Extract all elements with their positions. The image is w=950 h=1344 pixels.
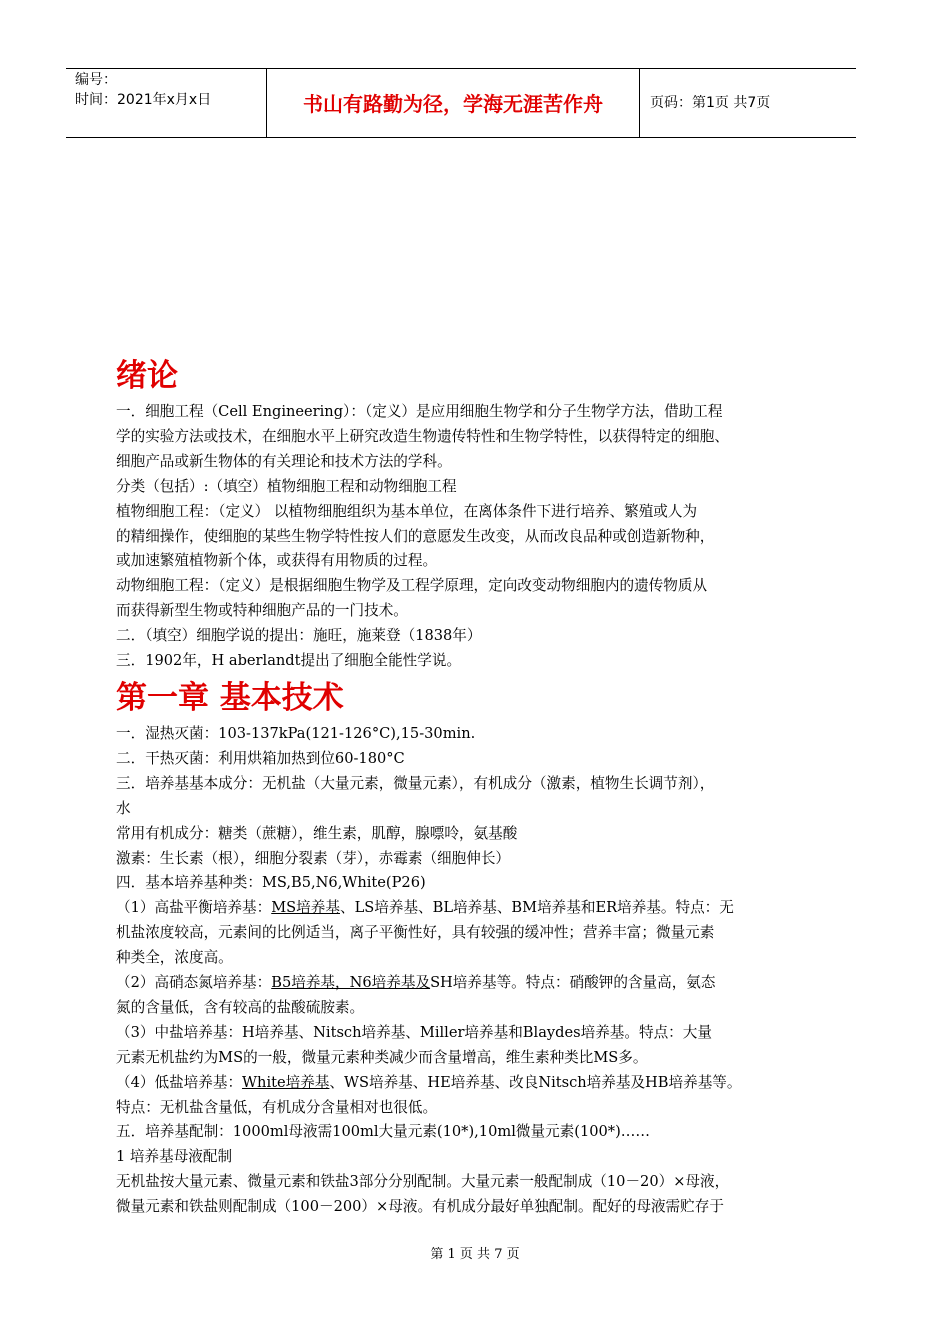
paragraph-line: 学的实验方法或技术，在细胞水平上研究改造生物遗传特性和生物学特性，以获得特定的细胞、: [116, 427, 729, 445]
paragraph-line: 氮的含量低，含有较高的盐酸硫胺素。: [116, 998, 365, 1016]
paragraph-line: 动物细胞工程：（定义）是根据细胞生物学及工程学原理，定向改变动物细胞内的遗传物质从: [116, 577, 708, 595]
paragraph-line: 或加速繁殖植物新个体，或获得有用物质的过程。: [116, 552, 438, 570]
document-header: [66, 68, 856, 138]
paragraph-line: 而获得新型生物或特种细胞产品的一门技术。: [116, 602, 408, 620]
paragraph-line: 四．基本培养基种类：MS,B5,N6,White(P26): [116, 874, 426, 892]
paragraph-line: 种类全，浓度高。: [116, 949, 233, 967]
header-page-cell: [640, 69, 856, 137]
underlined-term: B5培养基，N6培养基及: [271, 974, 431, 992]
paragraph-line: 三．1902年，H aberlandt提出了细胞全能性学说。: [116, 652, 462, 670]
paragraph-line: 微量元素和铁盐则配制成（100－200）×母液。有机成分最好单独配制。配好的母液需贮存于: [116, 1198, 724, 1216]
paragraph-line: 1 培养基母液配制: [116, 1148, 233, 1166]
paragraph-line: 分类（包括）:（填空）植物细胞工程和动物细胞工程: [116, 477, 457, 495]
document-body: [116, 352, 828, 1220]
page-label: 页码：第1页 共7页: [650, 95, 771, 111]
paragraph-line: 无机盐按大量元素、微量元素和铁盐3部分分别配制。大量元素一般配制成（10－20）×母液，: [116, 1173, 730, 1191]
paragraph-line: 水: [116, 799, 131, 817]
medium-type-2: [116, 971, 828, 996]
paragraph-line: 元素无机盐约为MS的一般，微量元素种类减少而含量增高，维生素种类比MS多。: [116, 1048, 648, 1066]
paragraph-line: 二．干热灭菌：利用烘箱加热到位60-180°C: [116, 749, 405, 767]
underlined-term: MS培养基: [271, 899, 340, 917]
motto: 书山有路勤为径，学海无涯苦作舟: [303, 92, 603, 116]
paragraph-line: 特点：无机盐含量低，有机成分含量相对也很低。: [116, 1098, 438, 1116]
underlined-term: White培养基: [242, 1073, 330, 1091]
text-span: （4）低盐培养基：: [116, 1073, 243, 1091]
text-span: SH培养基等。特点：硝酸钾的含量高，氨态: [430, 974, 716, 992]
paragraph-line: 植物细胞工程：（定义） 以植物细胞组织为基本单位，在离体条件下进行培养、繁殖或人为: [116, 502, 698, 520]
paragraph-line: （3）中盐培养基：H培养基、Nitsch培养基、Miller培养基和Blaydes培养基。特点：大量: [116, 1023, 712, 1041]
text-span: 、LS培养基、BL培养基、BM培养基和ER培养基。特点：无: [339, 899, 734, 917]
text-span: 、WS培养基、HE培养基、改良Nitsch培养基及HB培养基等。: [329, 1073, 742, 1091]
paragraph-line: 三．培养基基本成分：无机盐（大量元素，微量元素），有机成分（激素，植物生长调节剂），: [116, 774, 715, 792]
paragraph-line: 一．湿热灭菌：103-137kPa(121-126°C),15-30min.: [116, 724, 476, 742]
text-span: （1）高盐平衡培养基：: [116, 899, 272, 917]
time-label: 时间：2021年x月x日: [75, 92, 212, 108]
number-label: 编号：: [75, 72, 117, 88]
medium-type-1: [116, 896, 828, 921]
header-motto-cell: [267, 69, 640, 137]
header-meta-cell: [66, 69, 267, 137]
paragraph-line: 二．（填空）细胞学说的提出：施旺，施莱登（1838年）: [116, 627, 482, 645]
paragraph-line: 细胞产品或新生物体的有关理论和技术方法的学科。: [116, 452, 452, 470]
paragraph-line: 的精细操作，使细胞的某些生物学特性按人们的意愿发生改变，从而改良品种或创造新物种，: [116, 527, 715, 545]
medium-type-4: [116, 1071, 828, 1096]
paragraph-line: 常用有机成分：糖类（蔗糖），维生素，肌醇，腺嘌呤，氨基酸: [116, 824, 518, 842]
page-footer: 第 1 页 共 7 页: [430, 1247, 520, 1262]
paragraph-line: 激素：生长素（根），细胞分裂素（芽），赤霉素（细胞伸长）: [116, 849, 511, 867]
section-title-chapter1: 第一章 基本技术: [116, 679, 344, 716]
text-span: （2）高硝态氮培养基：: [116, 974, 272, 992]
section-title-intro: 绪论: [116, 358, 178, 394]
paragraph-line: 机盐浓度较高，元素间的比例适当，离子平衡性好，具有较强的缓冲性；营养丰富；微量元素: [116, 924, 715, 942]
paragraph-line: 五．培养基配制：1000ml母液需100ml大量元素(10*),10ml微量元素(100*)……: [116, 1123, 650, 1141]
paragraph-line: 一．细胞工程（Cell Engineering）：（定义）是应用细胞生物学和分子生物学方法，借助工程: [116, 403, 723, 420]
